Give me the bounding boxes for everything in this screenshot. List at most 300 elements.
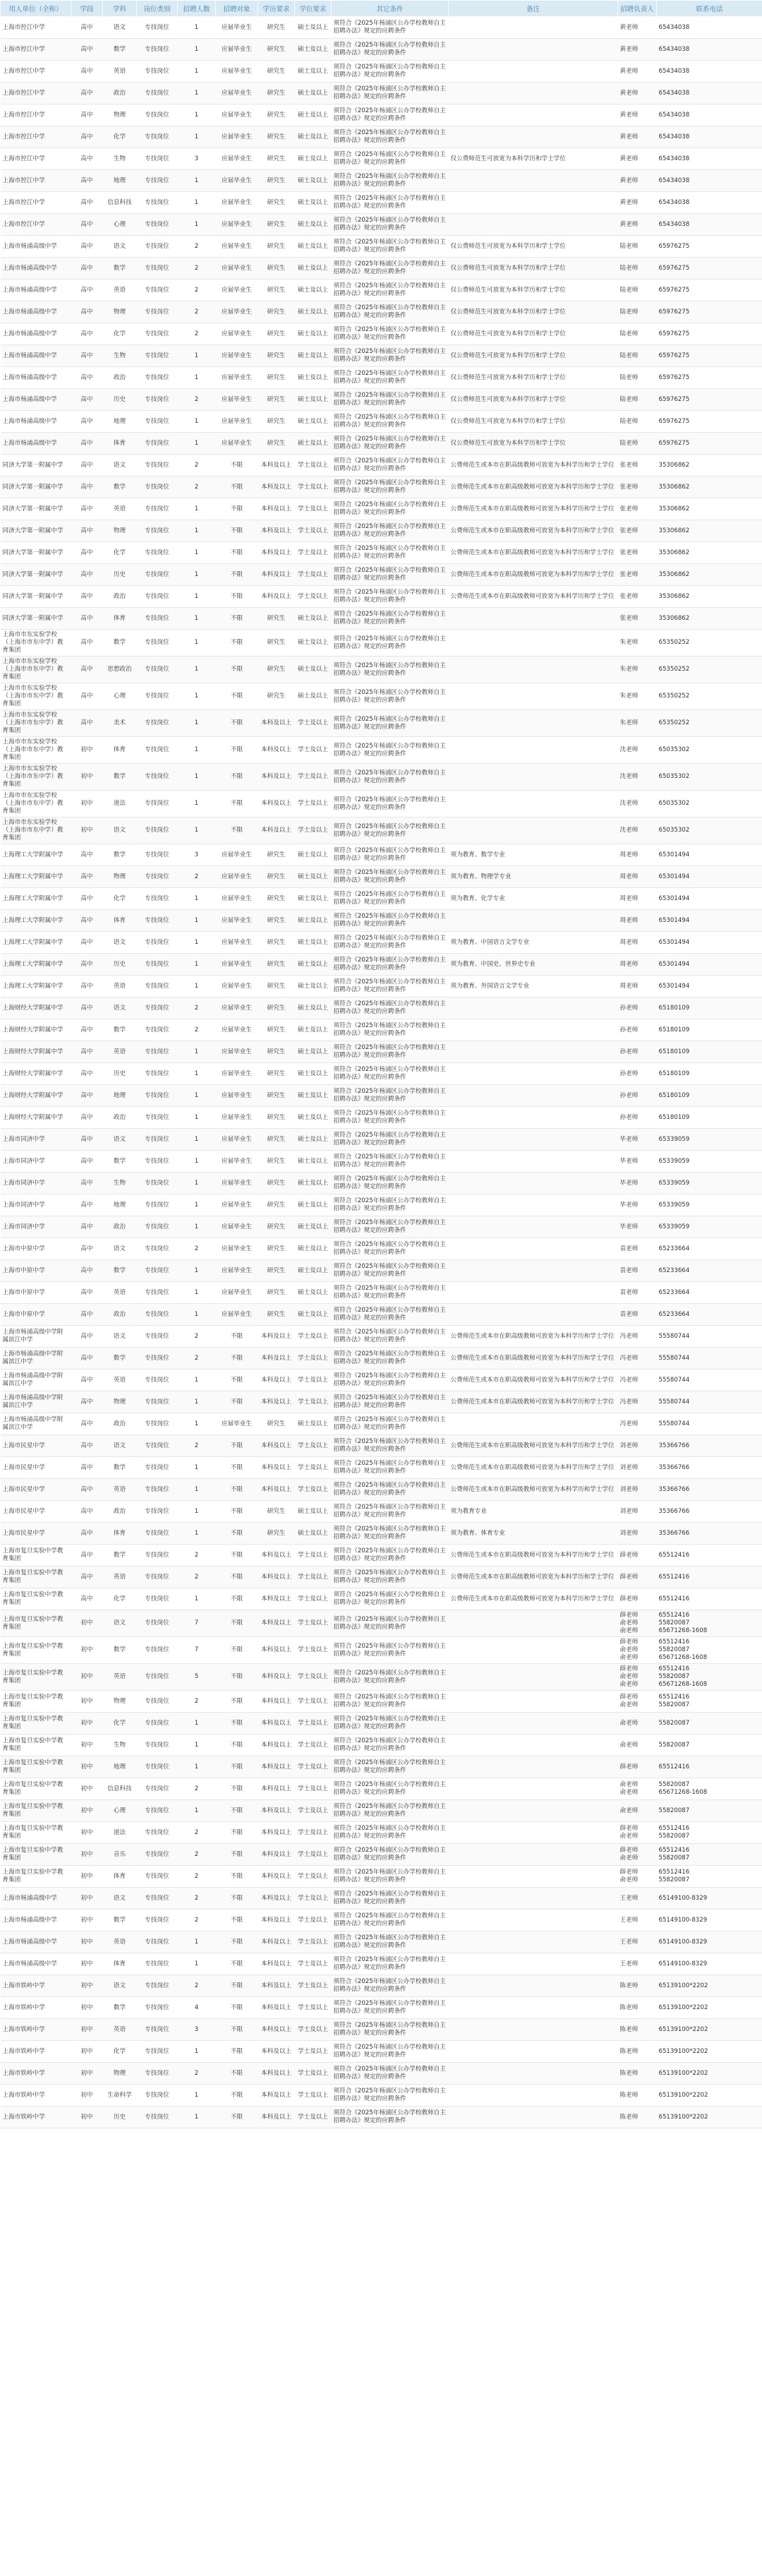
cell-stage: 高中 [71,1260,103,1282]
cell-subject: 物理 [103,520,137,542]
cell-post-type: 专技岗位 [137,1326,178,1348]
cell-education: 研究生 [258,1173,295,1194]
cell-contact-person: 沈老师 [618,817,657,844]
table-row [1,586,762,608]
cell-target: 应届毕业生 [216,236,258,258]
cell-education: 研究生 [258,657,295,683]
header-post-type: 岗位类别 [137,1,178,17]
cell-phone: 65180109 [657,1041,762,1063]
cell-phone: 65139100*2202 [657,2041,762,2063]
cell-contact-person: 俞老师 俞老师 [618,1778,657,1800]
cell-contact-person: 沈老师 [618,764,657,791]
table-row [1,323,762,345]
table-row [1,1238,762,1260]
cell-phone: 65976275 [657,367,762,389]
cell-education: 本科及以上 [258,1326,295,1348]
cell-target: 不限 [216,1910,258,1931]
cell-post-type: 专技岗位 [137,1238,178,1260]
cell-remarks: 须为教育、中国史、世界史专业 [449,954,618,976]
cell-subject: 语文 [103,817,137,844]
cell-employer: 上海市民星中学 [1,1479,71,1501]
table-row [1,280,762,301]
cell-target: 不限 [216,1735,258,1756]
cell-remarks [449,1413,618,1435]
cell-target: 不限 [216,1348,258,1370]
cell-remarks [449,192,618,214]
cell-degree: 硕士及以上 [295,148,332,170]
cell-stage: 高中 [71,1479,103,1501]
cell-remarks [449,1063,618,1085]
cell-subject: 英语 [103,1282,137,1304]
cell-subject: 语文 [103,1326,137,1348]
cell-other-conditions: 须符合《2025年杨浦区公办学校教师自主招聘办法》规定的应聘条件 [332,433,449,455]
cell-target: 应届毕业生 [216,954,258,976]
cell-headcount: 2 [178,1888,216,1910]
cell-contact-person: 袁老师 [618,1282,657,1304]
cell-subject: 英语 [103,498,137,520]
cell-headcount: 1 [178,657,216,683]
cell-subject: 心理 [103,1800,137,1822]
cell-education: 研究生 [258,1063,295,1085]
cell-subject: 政治 [103,367,137,389]
cell-target: 应届毕业生 [216,1019,258,1041]
cell-headcount: 1 [178,1953,216,1975]
cell-other-conditions: 须符合《2025年杨浦区公办学校教师自主招聘办法》规定的应聘条件 [332,2041,449,2063]
cell-education: 研究生 [258,148,295,170]
cell-stage: 初中 [71,764,103,791]
cell-education: 本科及以上 [258,1479,295,1501]
cell-headcount: 1 [178,1735,216,1756]
cell-other-conditions: 须符合《2025年杨浦区公办学校教师自主招聘办法》规定的应聘条件 [332,83,449,104]
cell-phone: 65434038 [657,214,762,236]
cell-stage: 初中 [71,1910,103,1931]
cell-education: 本科及以上 [258,1844,295,1866]
cell-phone: 65139100*2202 [657,1975,762,1997]
cell-degree: 学士及以上 [295,1479,332,1501]
cell-contact-person: 沈老师 [618,737,657,764]
cell-target: 应届毕业生 [216,1304,258,1326]
cell-contact-person: 刘老师 [618,1523,657,1545]
table-row [1,345,762,367]
cell-remarks [449,1664,618,1691]
cell-degree: 硕士及以上 [295,301,332,323]
cell-phone: 35366766 [657,1457,762,1479]
cell-education: 本科及以上 [258,1997,295,2019]
cell-degree: 学士及以上 [295,1756,332,1778]
cell-phone: 65301494 [657,866,762,888]
cell-contact-person: 陈老师 [618,1975,657,1997]
table-row [1,1910,762,1931]
cell-target: 不限 [216,1566,258,1588]
cell-education: 本科及以上 [258,1822,295,1844]
cell-remarks [449,1129,618,1151]
cell-stage: 高中 [71,345,103,367]
cell-remarks: 仅公费师范生可放宽为本科学历和学士学位 [449,367,618,389]
cell-phone: 65301494 [657,844,762,866]
cell-remarks: 公费师范生或本市在职高级教师可放宽为本科学历和学士学位 [449,542,618,564]
cell-target: 应届毕业生 [216,17,258,39]
cell-headcount: 1 [178,498,216,520]
cell-post-type: 专技岗位 [137,1953,178,1975]
cell-degree: 学士及以上 [295,1910,332,1931]
cell-phone: 35366766 [657,1523,762,1545]
cell-other-conditions: 须符合《2025年杨浦区公办学校教师自主招聘办法》规定的应聘条件 [332,2063,449,2085]
cell-phone: 65301494 [657,976,762,998]
cell-employer: 上海市中原中学 [1,1260,71,1282]
table-row [1,433,762,455]
cell-target: 不限 [216,477,258,498]
cell-education: 本科及以上 [258,2063,295,2085]
cell-employer: 上海市铁岭中学 [1,2085,71,2107]
cell-other-conditions: 须符合《2025年杨浦区公办学校教师自主招聘办法》规定的应聘条件 [332,455,449,477]
cell-education: 本科及以上 [258,737,295,764]
cell-employer: 上海市杨浦高级中学 [1,367,71,389]
cell-contact-person: 薛老师 俞老师 俞老师 [618,1664,657,1691]
cell-target: 应届毕业生 [216,1194,258,1216]
cell-stage: 高中 [71,1085,103,1107]
cell-headcount: 2 [178,1778,216,1800]
cell-headcount: 1 [178,1194,216,1216]
cell-degree: 硕士及以上 [295,280,332,301]
cell-subject: 物理 [103,1691,137,1713]
cell-contact-person: 黄老师 [618,104,657,126]
cell-education: 研究生 [258,280,295,301]
cell-post-type: 专技岗位 [137,1844,178,1866]
cell-subject: 数学 [103,1019,137,1041]
cell-target: 应届毕业生 [216,1151,258,1173]
cell-remarks [449,1844,618,1866]
cell-target: 应届毕业生 [216,1129,258,1151]
cell-employer: 上海市杨浦高级中学 [1,433,71,455]
cell-employer: 上海市民星中学 [1,1501,71,1523]
cell-headcount: 1 [178,564,216,586]
cell-subject: 体育 [103,737,137,764]
cell-target: 不限 [216,1435,258,1457]
cell-headcount: 2 [178,258,216,280]
cell-stage: 高中 [71,498,103,520]
cell-target: 应届毕业生 [216,1413,258,1435]
cell-post-type: 专技岗位 [137,542,178,564]
cell-headcount: 2 [178,866,216,888]
cell-headcount: 2 [178,1545,216,1566]
cell-phone: 65976275 [657,301,762,323]
cell-headcount: 2 [178,1348,216,1370]
cell-phone: 65180109 [657,1063,762,1085]
cell-remarks [449,1931,618,1953]
cell-employer: 上海市复旦实验中学教育集团 [1,1844,71,1866]
cell-degree: 硕士及以上 [295,236,332,258]
cell-headcount: 1 [178,1413,216,1435]
cell-remarks [449,1194,618,1216]
cell-target: 应届毕业生 [216,998,258,1019]
cell-degree: 学士及以上 [295,2107,332,2128]
cell-post-type: 专技岗位 [137,657,178,683]
cell-other-conditions: 须符合《2025年杨浦区公办学校教师自主招聘办法》规定的应聘条件 [332,39,449,61]
cell-phone: 65512416 55820087 65671268-1608 [657,1610,762,1637]
cell-remarks [449,1173,618,1194]
cell-employer: 上海市市东实验学校（上海市市东中学）教育集团 [1,657,71,683]
cell-remarks [449,2107,618,2128]
cell-stage: 初中 [71,1997,103,2019]
cell-post-type: 专技岗位 [137,910,178,932]
cell-employer: 上海市复旦实验中学教育集团 [1,1756,71,1778]
cell-phone: 65139100*2202 [657,2063,762,2085]
cell-stage: 高中 [71,170,103,192]
cell-degree: 硕士及以上 [295,910,332,932]
cell-contact-person: 朱老师 [618,683,657,710]
cell-phone: 65512416 [657,1545,762,1566]
cell-employer: 上海市控江中学 [1,126,71,148]
cell-contact-person: 冯老师 [618,1348,657,1370]
cell-stage: 高中 [71,1326,103,1348]
cell-phone: 65434038 [657,104,762,126]
cell-subject: 数学 [103,1151,137,1173]
cell-education: 本科及以上 [258,1910,295,1931]
cell-stage: 初中 [71,2085,103,2107]
cell-contact-person: 薛老师 俞老师 俞老师 [618,1637,657,1664]
cell-employer: 上海市杨浦高级中学附属滨江中学 [1,1326,71,1348]
cell-headcount: 1 [178,17,216,39]
cell-subject: 地理 [103,1756,137,1778]
cell-stage: 高中 [71,104,103,126]
cell-employer: 上海市杨浦高级中学 [1,1953,71,1975]
cell-remarks [449,1713,618,1735]
cell-degree: 学士及以上 [295,817,332,844]
cell-degree: 硕士及以上 [295,1523,332,1545]
cell-phone: 65233664 [657,1304,762,1326]
cell-subject: 历史 [103,2107,137,2128]
cell-education: 研究生 [258,1413,295,1435]
cell-phone: 65233664 [657,1282,762,1304]
cell-other-conditions: 须符合《2025年杨浦区公办学校教师自主招聘办法》规定的应聘条件 [332,1844,449,1866]
cell-stage: 高中 [71,1348,103,1370]
cell-employer: 上海市杨浦高级中学 [1,1888,71,1910]
cell-headcount: 1 [178,39,216,61]
cell-employer: 上海市市东实验学校（上海市市东中学）教育集团 [1,791,71,817]
table-row [1,301,762,323]
cell-post-type: 专技岗位 [137,1888,178,1910]
cell-degree: 学士及以上 [295,1997,332,2019]
cell-headcount: 1 [178,214,216,236]
cell-remarks: 公费师范生或本市在职高级教师可放宽为本科学历和学士学位 [449,477,618,498]
cell-post-type: 专技岗位 [137,2085,178,2107]
cell-target: 不限 [216,1844,258,1866]
cell-headcount: 1 [178,1085,216,1107]
cell-contact-person: 薛老师 俞老师 [618,1691,657,1713]
cell-subject: 化学 [103,1588,137,1610]
cell-target: 不限 [216,1756,258,1778]
cell-post-type: 专技岗位 [137,1756,178,1778]
cell-subject: 英语 [103,2019,137,2041]
cell-headcount: 2 [178,1866,216,1888]
cell-contact-person: 黄老师 [618,214,657,236]
cell-subject: 语文 [103,1888,137,1910]
cell-other-conditions: 须符合《2025年杨浦区公办学校教师自主招聘办法》规定的应聘条件 [332,1588,449,1610]
cell-other-conditions: 须符合《2025年杨浦区公办学校教师自主招聘办法》规定的应聘条件 [332,345,449,367]
cell-contact-person: 陆老师 [618,258,657,280]
cell-degree: 硕士及以上 [295,1282,332,1304]
cell-other-conditions: 须符合《2025年杨浦区公办学校教师自主招聘办法》规定的应聘条件 [332,954,449,976]
cell-other-conditions: 须符合《2025年杨浦区公办学校教师自主招聘办法》规定的应聘条件 [332,1997,449,2019]
table-row [1,954,762,976]
header-other-conditions: 其它条件 [332,1,449,17]
cell-contact-person: 周老师 [618,954,657,976]
cell-contact-person: 陆老师 [618,280,657,301]
cell-employer: 上海市复旦实验中学教育集团 [1,1800,71,1822]
cell-target: 应届毕业生 [216,170,258,192]
cell-contact-person: 袁老师 [618,1304,657,1326]
cell-education: 研究生 [258,1304,295,1326]
cell-stage: 初中 [71,1756,103,1778]
table-row [1,1391,762,1413]
cell-stage: 初中 [71,2063,103,2085]
cell-stage: 初中 [71,1822,103,1844]
cell-phone: 65976275 [657,389,762,411]
cell-other-conditions: 须符合《2025年杨浦区公办学校教师自主招聘办法》规定的应聘条件 [332,998,449,1019]
cell-employer: 上海市复旦实验中学教育集团 [1,1866,71,1888]
cell-employer: 上海市杨浦高级中学 [1,258,71,280]
cell-phone: 65233664 [657,1260,762,1282]
cell-subject: 心理 [103,683,137,710]
cell-degree: 硕士及以上 [295,1107,332,1129]
cell-stage: 初中 [71,1713,103,1735]
cell-education: 本科及以上 [258,498,295,520]
table-row [1,83,762,104]
cell-remarks: 仅公费师范生可放宽为本科学历和学士学位 [449,258,618,280]
cell-post-type: 专技岗位 [137,1457,178,1479]
cell-education: 研究生 [258,976,295,998]
cell-stage: 高中 [71,910,103,932]
cell-education: 本科及以上 [258,455,295,477]
cell-headcount: 1 [178,2041,216,2063]
cell-target: 不限 [216,710,258,737]
cell-contact-person: 刘老师 [618,1435,657,1457]
cell-education: 本科及以上 [258,1637,295,1664]
cell-target: 不限 [216,1545,258,1566]
cell-post-type: 专技岗位 [137,1691,178,1713]
cell-remarks [449,1735,618,1756]
cell-other-conditions: 须符合《2025年杨浦区公办学校教师自主招聘办法》规定的应聘条件 [332,564,449,586]
cell-other-conditions: 须符合《2025年杨浦区公办学校教师自主招聘办法》规定的应聘条件 [332,1931,449,1953]
cell-headcount: 2 [178,1691,216,1713]
cell-stage: 初中 [71,1953,103,1975]
cell-stage: 高中 [71,1457,103,1479]
cell-headcount: 1 [178,126,216,148]
cell-education: 本科及以上 [258,1391,295,1413]
cell-headcount: 3 [178,2019,216,2041]
cell-degree: 硕士及以上 [295,1238,332,1260]
cell-degree: 学士及以上 [295,1391,332,1413]
cell-target: 应届毕业生 [216,104,258,126]
cell-degree: 学士及以上 [295,1326,332,1348]
table-row [1,1637,762,1664]
cell-employer: 上海理工大学附属中学 [1,976,71,998]
cell-education: 研究生 [258,323,295,345]
cell-stage: 高中 [71,367,103,389]
cell-education: 研究生 [258,1194,295,1216]
cell-target: 不限 [216,1479,258,1501]
cell-employer: 上海财经大学附属中学 [1,1107,71,1129]
cell-headcount: 1 [178,737,216,764]
cell-employer: 上海市民星中学 [1,1523,71,1545]
cell-employer: 上海市复旦实验中学教育集团 [1,1566,71,1588]
cell-degree: 硕士及以上 [295,1194,332,1216]
table-row [1,1822,762,1844]
cell-remarks: 公费师范生或本市在职高级教师可放宽为本科学历和学士学位 [449,520,618,542]
cell-degree: 硕士及以上 [295,39,332,61]
cell-degree: 硕士及以上 [295,433,332,455]
cell-contact-person: 张老师 [618,498,657,520]
table-row [1,2063,762,2085]
cell-degree: 硕士及以上 [295,1501,332,1523]
cell-phone: 65035302 [657,737,762,764]
table-header [1,1,762,17]
cell-headcount: 1 [178,630,216,657]
table-row [1,148,762,170]
cell-headcount: 1 [178,1370,216,1391]
cell-other-conditions: 须符合《2025年杨浦区公办学校教师自主招聘办法》规定的应聘条件 [332,2085,449,2107]
cell-subject: 地理 [103,1194,137,1216]
cell-phone: 65512416 55820087 65671268-1608 [657,1664,762,1691]
cell-employer: 上海市中原中学 [1,1304,71,1326]
cell-remarks: 须为教育、化学专业 [449,888,618,910]
cell-degree: 学士及以上 [295,1888,332,1910]
cell-degree: 学士及以上 [295,1735,332,1756]
cell-target: 不限 [216,1822,258,1844]
cell-post-type: 专技岗位 [137,301,178,323]
cell-phone: 65180109 [657,1019,762,1041]
cell-subject: 地理 [103,170,137,192]
cell-stage: 高中 [71,998,103,1019]
cell-degree: 学士及以上 [295,1866,332,1888]
cell-degree: 学士及以上 [295,1778,332,1800]
cell-remarks: 公费师范生或本市在职高级教师可放宽为本科学历和学士学位 [449,1435,618,1457]
cell-other-conditions: 须符合《2025年杨浦区公办学校教师自主招聘办法》规定的应聘条件 [332,710,449,737]
cell-headcount: 1 [178,1304,216,1326]
cell-degree: 硕士及以上 [295,932,332,954]
cell-degree: 学士及以上 [295,2019,332,2041]
cell-education: 本科及以上 [258,791,295,817]
cell-headcount: 2 [178,477,216,498]
cell-employer: 同济大学第一附属中学 [1,608,71,630]
table-row [1,1610,762,1637]
cell-phone: 55820087 65671268-1608 [657,1778,762,1800]
cell-contact-person: 刘老师 [618,1479,657,1501]
cell-employer: 上海市市东实验学校（上海市市东中学）教育集团 [1,683,71,710]
cell-degree: 硕士及以上 [295,367,332,389]
cell-post-type: 专技岗位 [137,1063,178,1085]
cell-degree: 学士及以上 [295,1457,332,1479]
cell-contact-person: 陈老师 [618,1997,657,2019]
cell-post-type: 专技岗位 [137,608,178,630]
cell-degree: 硕士及以上 [295,61,332,83]
cell-target: 不限 [216,737,258,764]
table-row [1,389,762,411]
cell-post-type: 专技岗位 [137,455,178,477]
cell-degree: 硕士及以上 [295,630,332,657]
cell-target: 不限 [216,1713,258,1735]
cell-employer: 上海市同济中学 [1,1216,71,1238]
cell-post-type: 专技岗位 [137,1523,178,1545]
cell-stage: 初中 [71,817,103,844]
cell-other-conditions: 须符合《2025年杨浦区公办学校教师自主招聘办法》规定的应聘条件 [332,323,449,345]
cell-post-type: 专技岗位 [137,1637,178,1664]
cell-stage: 高中 [71,148,103,170]
cell-other-conditions: 须符合《2025年杨浦区公办学校教师自主招聘办法》规定的应聘条件 [332,1713,449,1735]
cell-other-conditions: 须符合《2025年杨浦区公办学校教师自主招聘办法》规定的应聘条件 [332,1457,449,1479]
cell-contact-person: 袁老师 [618,1238,657,1260]
cell-other-conditions: 须符合《2025年杨浦区公办学校教师自主招聘办法》规定的应聘条件 [332,1260,449,1282]
